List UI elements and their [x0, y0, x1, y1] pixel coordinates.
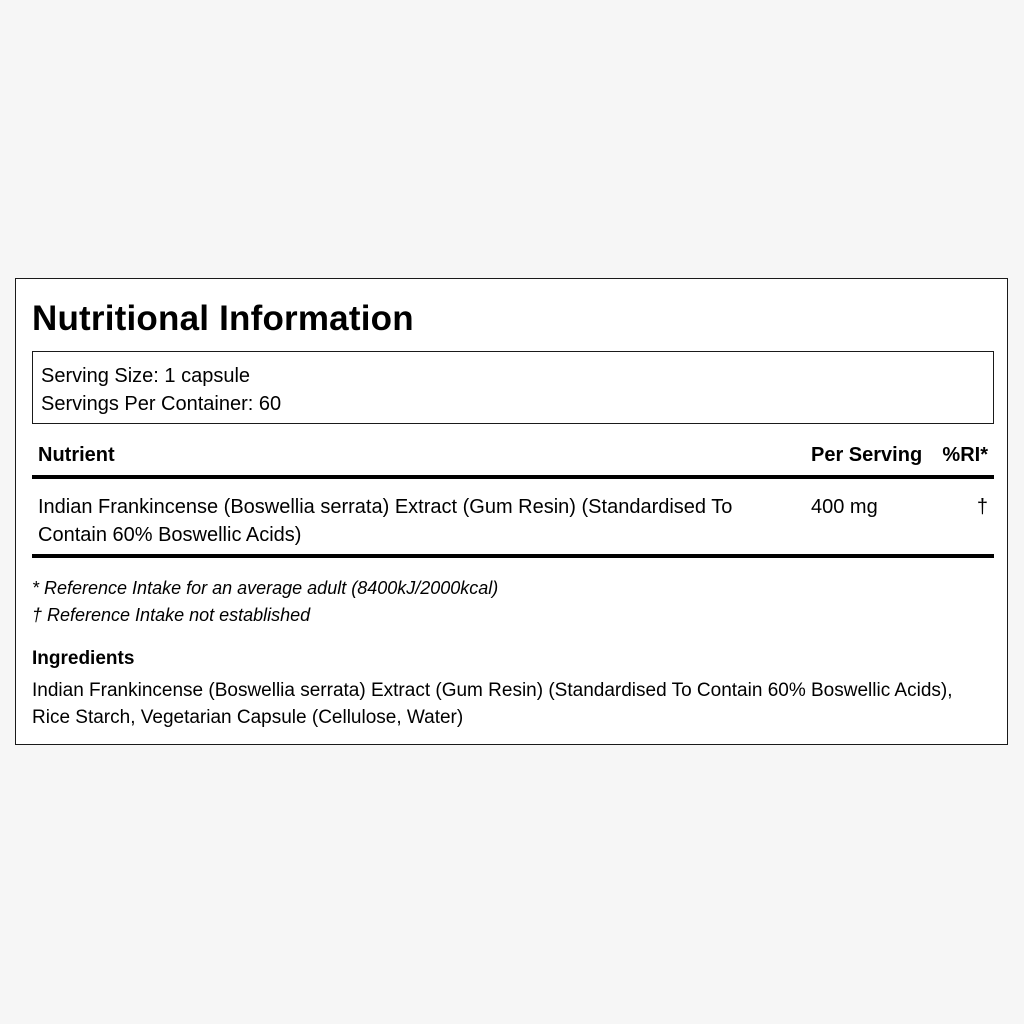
ingredients-heading: Ingredients — [32, 648, 135, 669]
nutrition-panel — [15, 278, 1008, 745]
footnotes — [32, 575, 498, 629]
header-ri: %RI* — [942, 444, 988, 466]
serving-size: Serving Size: 1 capsule — [41, 365, 251, 387]
row-per-serving: 400 mg — [811, 496, 878, 518]
serving-info-box — [32, 351, 994, 424]
footnote-not-established: † Reference Intake not established — [32, 605, 311, 625]
row-ri: † — [976, 496, 988, 518]
footnote-reference-intake: * Reference Intake for an average adult (8400kJ/2000kcal) — [32, 578, 499, 598]
ingredients-text: Indian Frankincense (Boswellia serrata) Extract (Gum Resin) (Standardised To Contain 60% Boswellic Acids), Rice Starch, Vegetarian Capsule (Cellulose, Water) — [32, 680, 953, 728]
table-row — [32, 479, 994, 558]
table-header — [32, 439, 994, 479]
header-nutrient: Nutrient — [38, 444, 115, 466]
panel-title: Nutritional Information — [32, 299, 414, 338]
nutrient-table — [32, 439, 994, 558]
header-per-serving: Per Serving — [811, 444, 923, 466]
row-nutrient: Indian Frankincense (Boswellia serrata) Extract (Gum Resin) (Standardised To Contain 60% Boswellic Acids) — [38, 496, 733, 546]
servings-per-container: Servings Per Container: 60 — [41, 393, 282, 415]
